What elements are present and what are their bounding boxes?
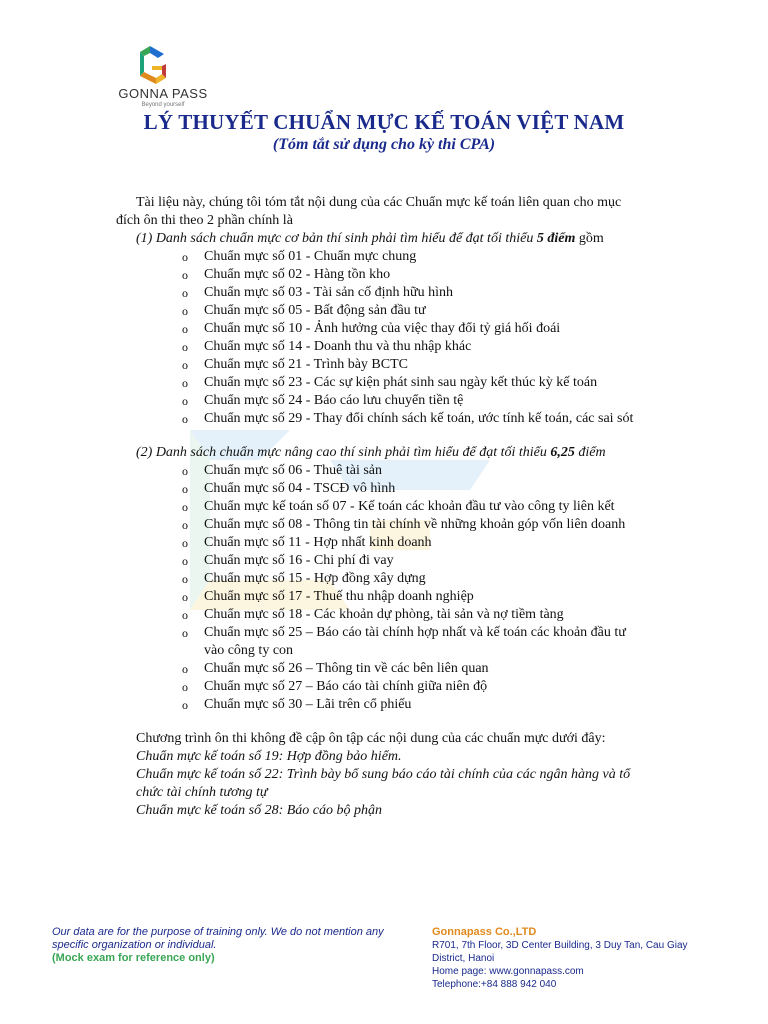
standard-list-item: Chuẩn mực số 16 - Chi phí đi vay bbox=[204, 553, 394, 568]
standard-list-item: Chuẩn mực số 17 - Thuế thu nhập doanh nghiệp bbox=[204, 589, 474, 604]
standard-list-item: Chuẩn mực số 26 – Thông tin về các bên liên quan bbox=[204, 661, 489, 676]
excluded-standard-line: Chuẩn mực kế toán số 19: Hợp đồng bảo hiểm. bbox=[136, 749, 402, 764]
bullet-icon: o bbox=[182, 608, 188, 622]
standard-list-item: Chuẩn mực số 04 - TSCĐ vô hình bbox=[204, 481, 396, 496]
document-subtitle: (Tóm tắt sử dụng cho kỳ thi CPA) bbox=[272, 136, 496, 153]
disclaimer-line: specific organization or individual. bbox=[52, 939, 217, 951]
bullet-icon: o bbox=[182, 698, 188, 712]
bullet-icon: o bbox=[182, 590, 188, 604]
bullet-icon: o bbox=[182, 286, 188, 300]
standard-list-item: Chuẩn mực số 06 - Thuê tài sản bbox=[204, 463, 383, 478]
bullet-icon: o bbox=[182, 412, 188, 426]
bullet-icon: o bbox=[182, 304, 188, 318]
bullet-icon: o bbox=[182, 376, 188, 390]
bullet-icon: o bbox=[182, 268, 188, 282]
standard-list-item: Chuẩn mực số 21 - Trình bày BCTC bbox=[204, 357, 408, 372]
intro-line-1: Tài liệu này, chúng tôi tóm tắt nội dung của các Chuẩn mực kế toán liên quan cho mục bbox=[136, 195, 622, 210]
disclaimer-line: Our data are for the purpose of training only. We do not mention any bbox=[52, 926, 384, 938]
bullet-icon: o bbox=[182, 680, 188, 694]
address-line: District, Hanoi bbox=[432, 953, 495, 964]
standard-list-item: Chuẩn mực số 08 - Thông tin tài chính về những khoản góp vốn liên doanh bbox=[204, 517, 626, 532]
logo-brand: GONNA PASS bbox=[118, 86, 208, 101]
standard-list-item: Chuẩn mực kế toán số 07 - Kế toán các khoản đầu tư vào công ty liên kết bbox=[204, 499, 615, 514]
excluded-standard-line: Chuẩn mực kế toán số 22: Trình bày bổ sung báo cáo tài chính của các ngân hàng và tổ bbox=[136, 767, 631, 782]
bullet-icon: o bbox=[182, 518, 188, 532]
exclusion-note-heading: Chương trình ôn thi không đề cập ôn tập các nội dung của các chuẩn mực dưới đây: bbox=[136, 731, 606, 746]
standard-list-item: Chuẩn mực số 14 - Doanh thu và thu nhập khác bbox=[204, 339, 472, 354]
excluded-standard-line: chức tài chính tương tự bbox=[136, 785, 268, 800]
standard-list-item: Chuẩn mực số 11 - Hợp nhất kinh doanh bbox=[204, 535, 432, 550]
bullet-icon: o bbox=[182, 662, 188, 676]
standard-list-item: Chuẩn mực số 18 - Các khoản dự phòng, tài sản và nợ tiềm tàng bbox=[204, 607, 564, 622]
standard-list-item: Chuẩn mực số 29 - Thay đổi chính sách kế toán, ước tính kế toán, các sai sót bbox=[204, 411, 634, 426]
excluded-standard-line: Chuẩn mực kế toán số 28: Báo cáo bộ phận bbox=[136, 803, 382, 818]
bullet-icon: o bbox=[182, 358, 188, 372]
standard-list-item: Chuẩn mực số 24 - Báo cáo lưu chuyển tiền tệ bbox=[204, 393, 464, 408]
bullet-icon: o bbox=[182, 536, 188, 550]
bullet-icon: o bbox=[182, 500, 188, 514]
mock-exam-note: (Mock exam for reference only) bbox=[52, 952, 215, 964]
homepage-link[interactable]: Home page: www.gonnapass.com bbox=[432, 966, 584, 977]
bullet-icon: o bbox=[182, 482, 188, 496]
standard-list-item: vào công ty con bbox=[204, 643, 294, 658]
logo-tagline: Beyond yourself bbox=[141, 102, 185, 108]
company-name: Gonnapass Co.,LTD bbox=[432, 926, 537, 938]
bullet-icon: o bbox=[182, 626, 188, 640]
bullet-icon: o bbox=[182, 322, 188, 336]
standard-list-item: Chuẩn mực số 10 - Ảnh hưởng của việc thay đổi tỷ giá hối đoái bbox=[204, 321, 561, 336]
standard-list-item: Chuẩn mực số 25 – Báo cáo tài chính hợp nhất và kế toán các khoản đầu tư bbox=[204, 625, 626, 640]
section-2-heading: (2) Danh sách chuẩn mực nâng cao thí sinh phải tìm hiểu để đạt tối thiểu 6,25 điểm bbox=[136, 445, 606, 460]
bullet-icon: o bbox=[182, 572, 188, 586]
footer-contact bbox=[432, 926, 732, 991]
address-line: R701, 7th Floor, 3D Center Building, 3 Duy Tan, Cau Giay bbox=[432, 940, 688, 951]
bullet-icon: o bbox=[182, 250, 188, 264]
bullet-icon: o bbox=[182, 554, 188, 568]
intro-line-2: đích ôn thi theo 2 phần chính là bbox=[116, 213, 293, 228]
standard-list-item: Chuẩn mực số 02 - Hàng tồn kho bbox=[204, 267, 391, 282]
bullet-icon: o bbox=[182, 394, 188, 408]
standard-list-item: Chuẩn mực số 01 - Chuẩn mực chung bbox=[204, 249, 417, 264]
standard-list-item: Chuẩn mực số 30 – Lãi trên cổ phiếu bbox=[204, 697, 412, 712]
standard-list-item: Chuẩn mực số 27 – Báo cáo tài chính giữa niên độ bbox=[204, 679, 488, 694]
telephone: Telephone:+84 888 942 040 bbox=[432, 979, 557, 990]
document-title: LÝ THUYẾT CHUẨN MỰC KẾ TOÁN VIỆT NAM bbox=[143, 110, 625, 134]
standard-list-item: Chuẩn mực số 23 - Các sự kiện phát sinh sau ngày kết thúc kỳ kế toán bbox=[204, 375, 598, 390]
standard-list-item: Chuẩn mực số 05 - Bất động sản đầu tư bbox=[204, 303, 426, 318]
gonnapass-logo-icon bbox=[128, 44, 198, 86]
section-1-heading: (1) Danh sách chuẩn mực cơ bản thí sinh phải tìm hiểu để đạt tối thiểu 5 điểm gồm bbox=[136, 231, 604, 246]
footer-disclaimer bbox=[52, 926, 412, 965]
standard-list-item: Chuẩn mực số 15 - Hợp đồng xây dựng bbox=[204, 571, 426, 586]
company-logo bbox=[118, 44, 208, 114]
bullet-icon: o bbox=[182, 464, 188, 478]
standard-list-item: Chuẩn mực số 03 - Tài sản cố định hữu hình bbox=[204, 285, 453, 300]
bullet-icon: o bbox=[182, 340, 188, 354]
